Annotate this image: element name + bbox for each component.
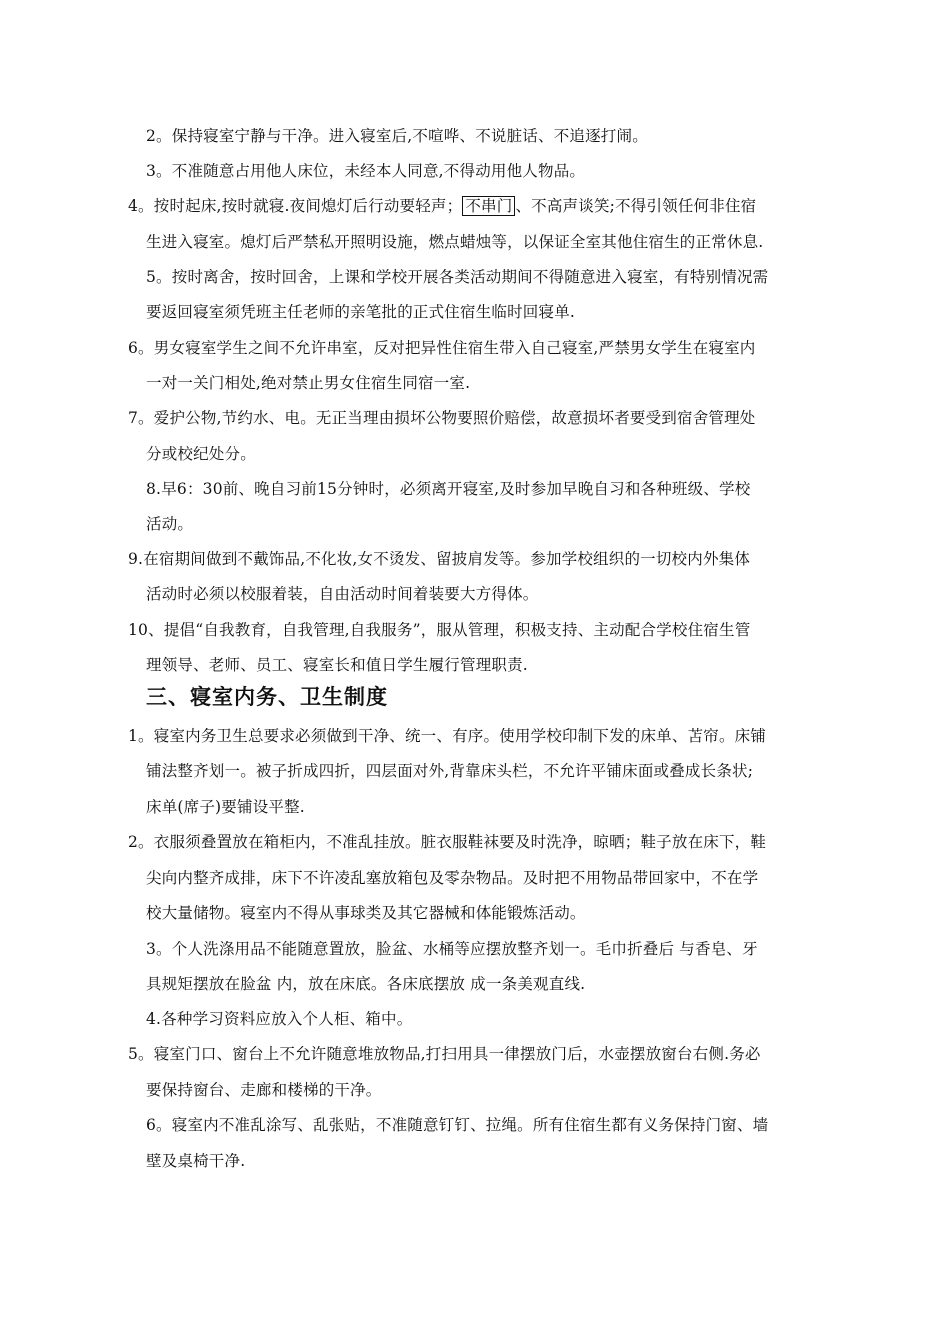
hygiene-rule-3-line-2: 具规矩摆放在脸盆 内，放在床底。各床底摆放 成一条美观直线. xyxy=(146,975,586,993)
rule-4-text-start: 4。按时起床,按时就寝.夜间熄灯后行动要轻声； xyxy=(128,197,463,215)
hygiene-rule-6-line-2: 壁及桌椅干净. xyxy=(146,1152,246,1170)
hygiene-rule-6-line-1: 6。寝室内不准乱涂写、乱张贴，不准随意钉钉、拉绳。所有住宿生都有义务保持门窗、墙 xyxy=(146,1116,769,1134)
hygiene-rule-5-line-1: 5。寝室门口、窗台上不允许随意堆放物品,打扫用具一律摆放门后，水壶摆放窗台右侧.务必 xyxy=(128,1045,761,1063)
rule-4-text-end: 、不高声谈笑;不得引领任何非住宿 xyxy=(515,197,757,215)
rule-5-line-1: 5。按时离舍，按时回舍，上课和学校开展各类活动期间不得随意进入寝室，有特别情况需 xyxy=(146,268,769,286)
hygiene-rule-3-line-1: 3。个人洗涤用品不能随意置放，脸盆、水桶等应摆放整齐划一。毛巾折叠后 与香皂、牙 xyxy=(146,940,758,958)
hygiene-rule-1-line-1: 1。寝室内务卫生总要求必须做到干净、统一、有序。使用学校印制下发的床单、苫帘。床铺 xyxy=(128,727,767,745)
hygiene-rule-2-line-2: 尖向内整齐成排，床下不许凌乱塞放箱包及零杂物品。及时把不用物品带回家中，不在学 xyxy=(146,869,759,887)
hygiene-rule-2-line-1: 2。衣服须叠置放在箱柜内，不准乱挂放。脏衣服鞋袜要及时洗净，晾晒；鞋子放在床下，鞋 xyxy=(128,833,767,851)
hygiene-rule-1-line-2: 铺法整齐划一。被子折成四折，四层面对外,背靠床头栏，不允许平铺床面或叠成长条状; xyxy=(146,762,754,780)
section-heading: 三、寝室内务、卫生制度 xyxy=(146,685,388,709)
hygiene-rule-5-line-2: 要保持窗台、走廊和楼梯的干净。 xyxy=(146,1081,382,1099)
boxed-keyword: 不串门 xyxy=(462,196,515,216)
rule-2-line-1: 2。保持寝室宁静与干净。进入寝室后,不喧哗、不说脏话、不追逐打闹。 xyxy=(146,127,648,145)
rule-9-line-1: 9.在宿期间做到不戴饰品,不化妆,女不烫发、留披肩发等。参加学校组织的一切校内外集体 xyxy=(128,550,751,568)
hygiene-rule-1-line-3: 床单(席子)要铺设平整. xyxy=(146,798,305,816)
rule-7-line-1: 7。爱护公物,节约水、电。无正当理由损坏公物要照价赔偿，故意损坏者要受到宿舍管理处 xyxy=(128,409,756,427)
rule-10-line-2: 理领导、老师、员工、寝室长和值日学生履行管理职责. xyxy=(146,656,528,674)
rule-4-line-2: 生进入寝室。熄灯后严禁私开照明设施，燃点蜡烛等，以保证全室其他住宿生的正常休息. xyxy=(146,233,764,251)
rule-4-line-1 xyxy=(128,196,756,216)
rule-7-line-2: 分或校纪处分。 xyxy=(146,445,256,463)
rule-8-line-2: 活动。 xyxy=(146,515,194,533)
rule-10-line-1: 10、提倡“自我教育，自我管理,自我服务”，服从管理，积极支持、主动配合学校住宿生管 xyxy=(128,621,751,639)
rule-8-line-1: 8.早6：30前、晚自习前15分钟时，必须离开寝室,及时参加早晚自习和各种班级、学校 xyxy=(146,480,751,498)
hygiene-rule-4-line-1: 4.各种学习资料应放入个人柜、箱中。 xyxy=(146,1010,413,1028)
rule-9-line-2: 活动时必须以校服着装，自由活动时间着装要大方得体。 xyxy=(146,585,539,603)
rule-6-line-2: 一对一关门相处,绝对禁止男女住宿生同宿一室. xyxy=(146,374,471,392)
rule-6-line-1: 6。男女寝室学生之间不允许串室，反对把异性住宿生带入自己寝室,严禁男女学生在寝室内 xyxy=(128,339,756,357)
hygiene-rule-2-line-3: 校大量储物。寝室内不得从事球类及其它器械和体能锻炼活动。 xyxy=(146,904,586,922)
rule-5-line-2: 要返回寝室须凭班主任老师的亲笔批的正式住宿生临时回寝单. xyxy=(146,303,576,321)
rule-3-line-1: 3。不准随意占用他人床位，未经本人同意,不得动用他人物品。 xyxy=(146,162,586,180)
